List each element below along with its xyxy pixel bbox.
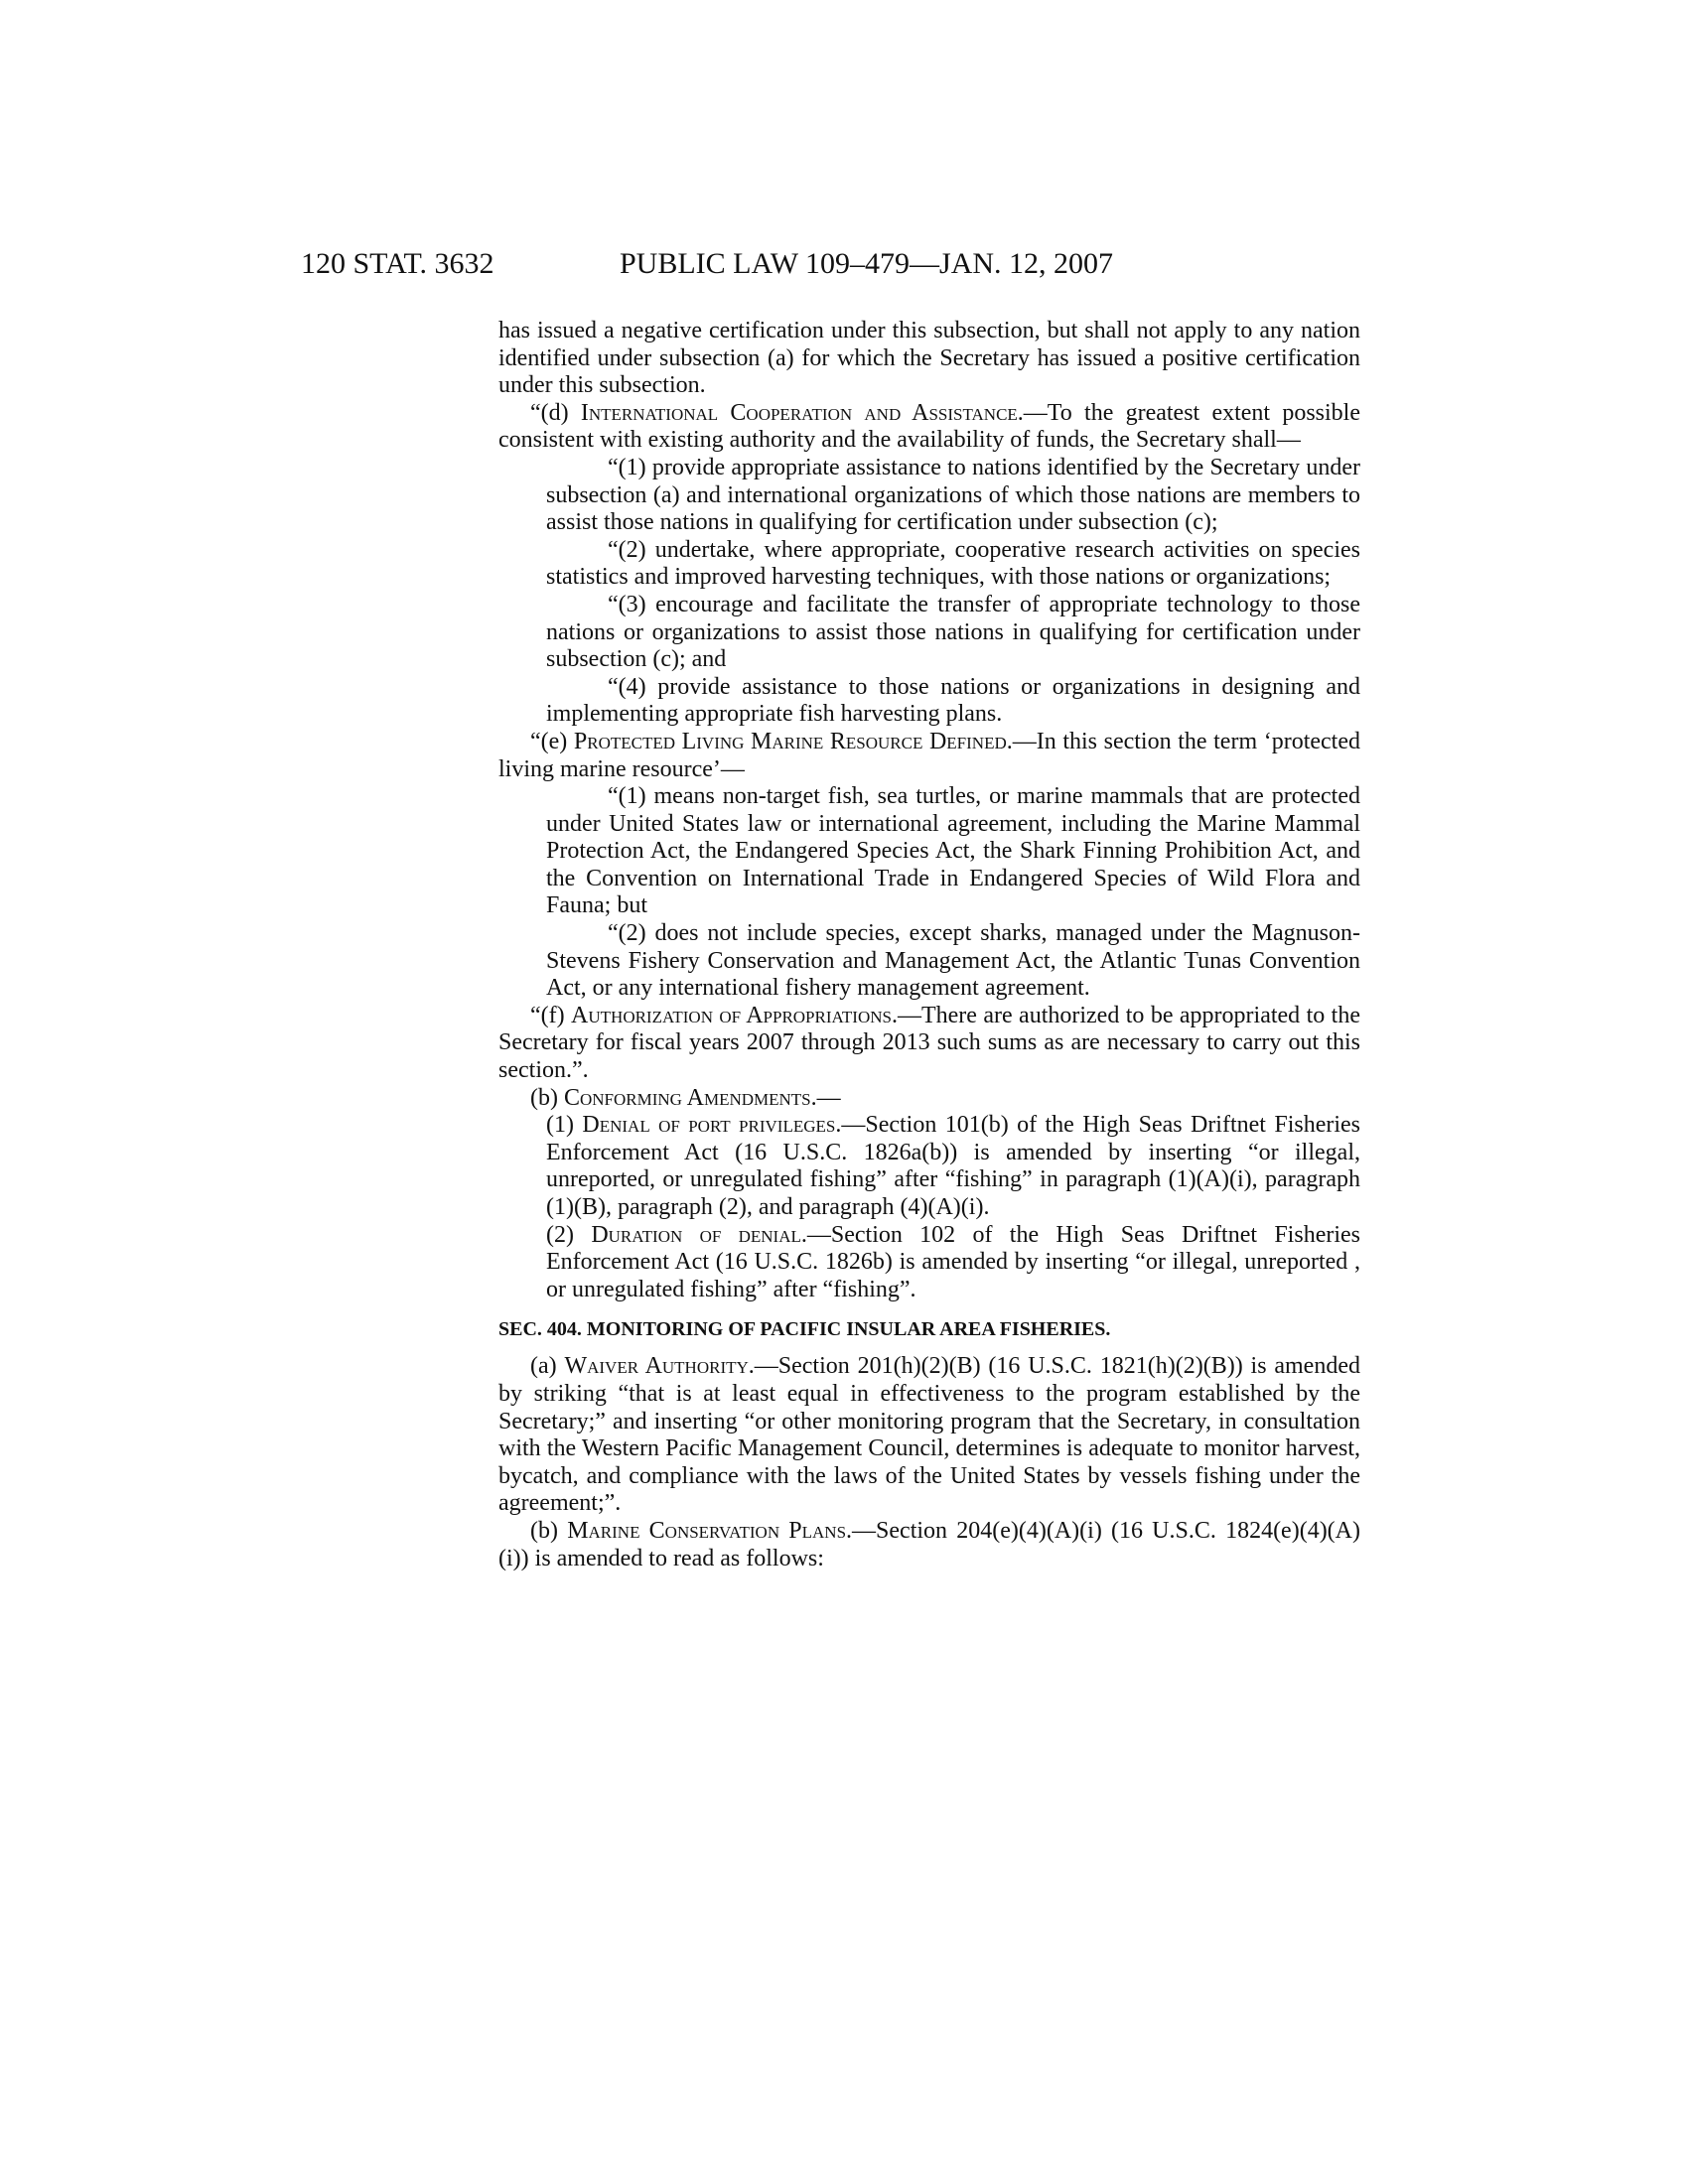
subsection-d-text: .—To the greatest extent possible consistent with existing authority and the availability of funds, the Secretary shall— bbox=[498, 399, 1360, 454]
paragraph-b2-text: .—Section 102 of the High Seas Driftnet Fisheries Enforcement Act (16 U.S.C. 1826b) is amended by inserting “or illegal, unreported , or unregulated fishing” after “fishing”. bbox=[546, 1221, 1360, 1302]
paragraph-d4: “(4) provide assistance to those nations or organizations in designing and implementing appropriate fish harvesting plans. bbox=[546, 673, 1360, 728]
subsection-e-text: .—In this section the term ‘protected living marine resource’— bbox=[498, 728, 1360, 782]
section-404-b-heading: Marine Conservation Plans bbox=[567, 1517, 847, 1544]
subsection-b-label: (b) bbox=[530, 1084, 564, 1111]
section-404-a-text: .—Section 201(h)(2)(B) (16 U.S.C. 1821(h)(2)(B)) is amended by striking “that is at least equal in effectiveness to the program established by the Secretary;” and inserting “or other monitoring program that the Secretary, in consultation with the Western Pacific Management Council, determines is adequate to monitor harvest, bycatch, and compliance with the laws of the United States by vessels fishing under the agreement;”. bbox=[498, 1353, 1360, 1517]
subsection-d-label: “(d) bbox=[530, 399, 581, 426]
subsection-f-text: .—There are authorized to be appropriated to the Secretary for fiscal years 2007 through 2013 such sums as are necessary to carry out this section.”. bbox=[498, 1002, 1360, 1084]
paragraph-continuation: has issued a negative certification under this subsection, but shall not apply to any nation identified under subsection (a) for which the Secretary has issued a positive certification under this subsection. bbox=[498, 318, 1360, 399]
paragraph-b1-heading: Denial of port privileges bbox=[582, 1112, 836, 1139]
page-header bbox=[301, 244, 1234, 284]
subsection-f-heading: Authorization of Appropriations bbox=[571, 1002, 892, 1028]
section-404-b bbox=[498, 1518, 1360, 1572]
statute-citation: 120 STAT. 3632 bbox=[301, 247, 494, 280]
section-404-a bbox=[498, 1353, 1360, 1518]
subsection-b bbox=[498, 1085, 1360, 1113]
paragraph-b1-text: .—Section 101(b) of the High Seas Driftnet Fisheries Enforcement Act (16 U.S.C. 1826a(b)) is amended by inserting “or illegal, unreported, or unregulated fishing” after “fishing” in paragraph (1)(A)(i), paragraph (1)(B), paragraph (2), and paragraph (4)(A)(i). bbox=[546, 1112, 1361, 1220]
subsection-e-heading: Protected Living Marine Resource Defined bbox=[573, 728, 1007, 754]
paragraph-e1: “(1) means non-target fish, sea turtles, or marine mammals that are protected under United States law or international agreement, including the Marine Mammal Protection Act, the Endangered Species Act, the Shark Finning Prohibition Act, and the Convention on International Trade in Endangered Species of Wild Flora and Fauna; but bbox=[546, 783, 1360, 919]
paragraph-b2-label: (2) bbox=[546, 1221, 592, 1248]
section-404-b-label: (b) bbox=[530, 1517, 568, 1544]
subsection-b-heading: Conforming Amendments bbox=[563, 1084, 811, 1111]
paragraph-e2: “(2) does not include species, except sharks, managed under the Magnuson-Stevens Fishery Conservation and Management Act, the Atlantic Tunas Convention Act, or any international fishery management agreement. bbox=[546, 920, 1360, 1002]
subsection-d bbox=[498, 400, 1360, 455]
paragraph-b1 bbox=[498, 1112, 1360, 1221]
section-404-b-text: .—Section 204(e)(4)(A)(i) (16 U.S.C. 1824(e)(4)(A)(i)) is amended to read as follows: bbox=[498, 1517, 1361, 1571]
subsection-d-heading: International Cooperation and Assistance bbox=[580, 399, 1018, 426]
subsection-e-label: “(e) bbox=[530, 728, 574, 754]
paragraph-b1-label: (1) bbox=[546, 1112, 583, 1139]
document-body bbox=[498, 318, 1360, 1572]
section-404-a-label: (a) bbox=[530, 1353, 565, 1380]
section-404-a-heading: Waiver Authority bbox=[564, 1353, 749, 1380]
paragraph-b2 bbox=[498, 1222, 1360, 1304]
paragraph-d2: “(2) undertake, where appropriate, cooperative research activities on species statistics and improved harvesting techniques, with those nations or organizations; bbox=[546, 536, 1360, 591]
paragraph-b2-heading: Duration of denial bbox=[591, 1221, 801, 1248]
paragraph-d1: “(1) provide appropriate assistance to nations identified by the Secretary under subsection (a) and international organizations of which those nations are members to assist those nations in qualifying for certification under subsection (c); bbox=[546, 454, 1360, 536]
subsection-b-text: .— bbox=[810, 1084, 841, 1111]
subsection-f-label: “(f) bbox=[530, 1002, 572, 1028]
paragraph-d3: “(3) encourage and facilitate the transfer of appropriate technology to those nations or organizations to assist those nations in qualifying for certification under subsection (c); and bbox=[546, 591, 1360, 673]
section-404-heading: SEC. 404. MONITORING OF PACIFIC INSULAR AREA FISHERIES. bbox=[498, 1318, 1111, 1341]
subsection-e bbox=[498, 729, 1360, 783]
subsection-f bbox=[498, 1003, 1360, 1085]
public-law-title: PUBLIC LAW 109–479—JAN. 12, 2007 bbox=[620, 247, 1114, 280]
